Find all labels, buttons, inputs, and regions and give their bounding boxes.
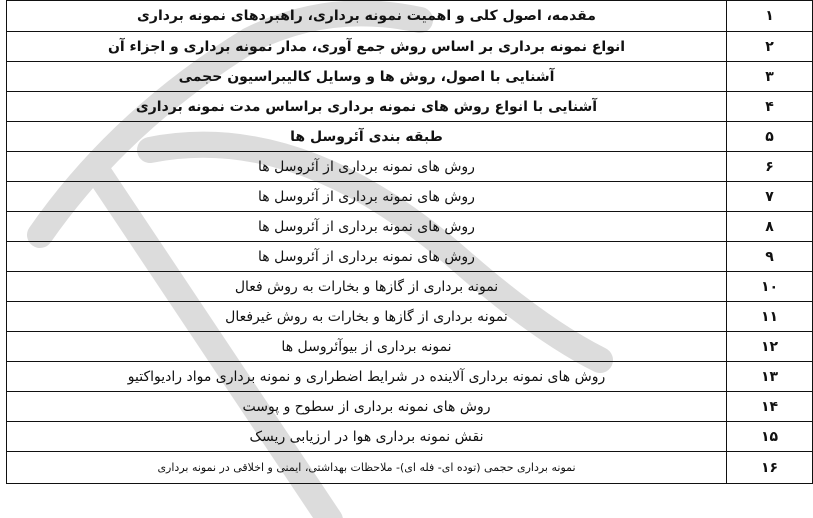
table-row	[7, 182, 813, 212]
session-topic: انواع نمونه برداری بر اساس روش جمع آوری، مدار نمونه برداری و اجزاء آن	[7, 32, 727, 62]
session-number: ۴	[727, 92, 813, 122]
session-topic: نمونه برداری از گازها و بخارات به روش فعال	[7, 272, 727, 302]
syllabus-table-body	[7, 1, 813, 484]
session-topic: روش های نمونه برداری از آئروسل ها	[7, 152, 727, 182]
session-number: ۸	[727, 212, 813, 242]
table-row	[7, 1, 813, 32]
session-number: ۱۰	[727, 272, 813, 302]
session-number: ۲	[727, 32, 813, 62]
syllabus-table	[6, 0, 813, 484]
session-topic: روش های نمونه برداری آلاینده در شرایط اضطراری و نمونه برداری مواد رادیواکتیو	[7, 362, 727, 392]
session-topic: آشنایی با انواع روش های نمونه برداری براساس مدت نمونه برداری	[7, 92, 727, 122]
table-row	[7, 32, 813, 62]
session-number: ۷	[727, 182, 813, 212]
table-row	[7, 302, 813, 332]
session-number: ۱۴	[727, 392, 813, 422]
table-row	[7, 392, 813, 422]
table-row	[7, 152, 813, 182]
table-row	[7, 212, 813, 242]
session-topic: نمونه برداری از گازها و بخارات به روش غیرفعال	[7, 302, 727, 332]
session-topic: نقش نمونه برداری هوا در ارزیابی ریسک	[7, 422, 727, 452]
table-row	[7, 422, 813, 452]
table-row	[7, 92, 813, 122]
table-row	[7, 62, 813, 92]
session-topic: نمونه برداری از بیوآئروسل ها	[7, 332, 727, 362]
session-number: ۹	[727, 242, 813, 272]
session-topic: نمونه برداری حجمی (توده ای- فله ای)- ملاحظات بهداشتی، ایمنی و اخلاقی در نمونه برداری	[7, 452, 727, 484]
session-number: ۱۳	[727, 362, 813, 392]
table-row	[7, 272, 813, 302]
session-topic: آشنایی با اصول، روش ها و وسایل کالیبراسیون حجمی	[7, 62, 727, 92]
table-row	[7, 452, 813, 484]
session-topic: طبقه بندی آئروسل ها	[7, 122, 727, 152]
syllabus-page	[6, 0, 813, 518]
session-topic: روش های نمونه برداری از سطوح و پوست	[7, 392, 727, 422]
session-number: ۵	[727, 122, 813, 152]
session-number: ۱۵	[727, 422, 813, 452]
session-number: ۱۶	[727, 452, 813, 484]
session-number: ۳	[727, 62, 813, 92]
table-row	[7, 122, 813, 152]
session-number: ۶	[727, 152, 813, 182]
session-number: ۱۱	[727, 302, 813, 332]
session-topic: روش های نمونه برداری از آئروسل ها	[7, 242, 727, 272]
table-row	[7, 332, 813, 362]
table-row	[7, 362, 813, 392]
table-row	[7, 242, 813, 272]
session-number: ۱۲	[727, 332, 813, 362]
session-topic: روش های نمونه برداری از آئروسل ها	[7, 212, 727, 242]
session-topic: روش های نمونه برداری از آئروسل ها	[7, 182, 727, 212]
session-topic: مقدمه، اصول کلی و اهمیت نمونه برداری، راهبردهای نمونه برداری	[7, 1, 727, 32]
session-number: ۱	[727, 1, 813, 32]
